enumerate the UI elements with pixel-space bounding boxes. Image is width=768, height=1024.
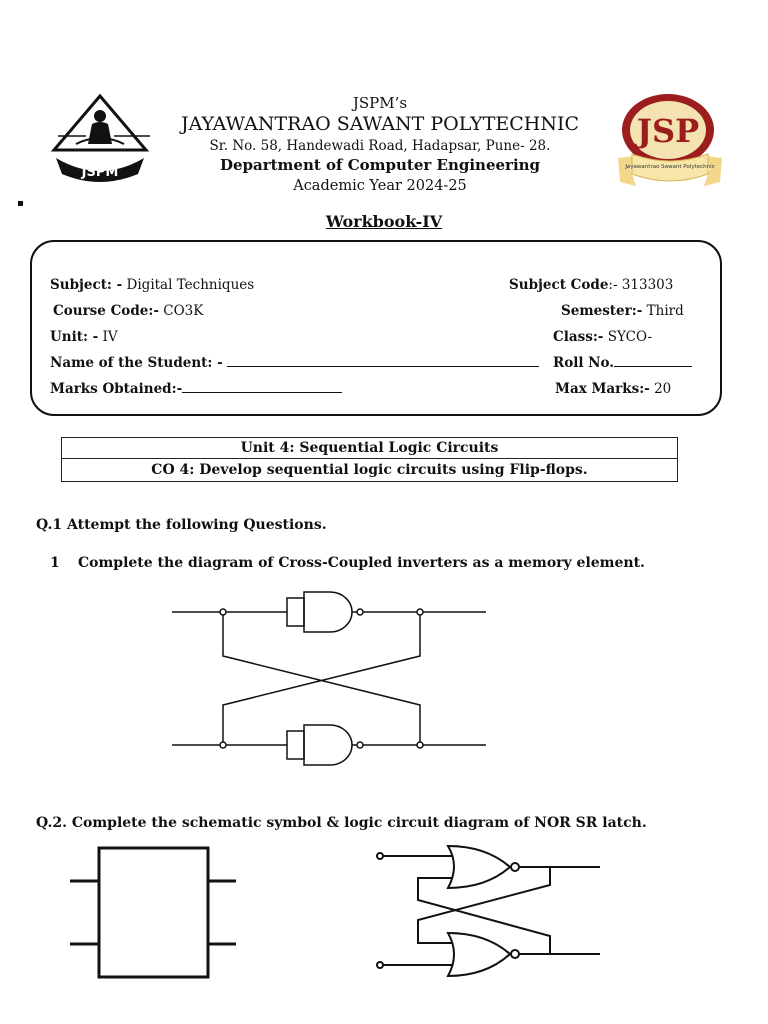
semester-label: Semester:-	[561, 303, 643, 319]
subject-label: Subject: -	[50, 277, 123, 293]
academic-year: Academic Year 2024-25	[293, 178, 467, 194]
sr-latch-diagrams	[0, 840, 768, 1024]
nor-bottom-gate	[448, 933, 510, 976]
top-gate-input-box	[287, 598, 304, 626]
nor-bottom-input-terminal	[377, 962, 383, 968]
node-top-left	[220, 609, 226, 615]
bottom-gate-input-box	[287, 731, 304, 759]
node-bottom-right	[417, 742, 423, 748]
unit-label: Unit: -	[50, 329, 99, 345]
jsp-logo-caption: Jayawantrao Sawant Polytechnic	[625, 164, 715, 170]
workbook-title: Workbook-IV	[325, 212, 443, 231]
cross-wire-a	[223, 615, 420, 742]
course-code-label: Course Code:-	[53, 303, 159, 319]
semester-field	[561, 303, 684, 319]
jspm-logo-text: JSPM	[81, 165, 119, 180]
top-gate-body	[304, 592, 352, 632]
q1-heading: Q.1 Attempt the following Questions.	[36, 517, 327, 533]
unit-title-row: Unit 4: Sequential Logic Circuits	[61, 437, 678, 459]
course-code-value: CO3K	[163, 303, 204, 319]
jsp-logo	[614, 90, 726, 194]
marks-obtained-label: Marks Obtained:-	[50, 381, 183, 397]
nor-top-gate	[448, 846, 510, 888]
node-top-right	[417, 609, 423, 615]
max-marks-field	[555, 381, 671, 397]
jspm-emblem	[46, 92, 154, 188]
subject-value: Digital Techniques	[126, 277, 255, 293]
co-title-row: CO 4: Develop sequential logic circuits using Flip-flops.	[61, 458, 678, 482]
subject-field	[50, 277, 254, 293]
jsp-logo-text: JSP	[636, 112, 700, 150]
cross-wire-b	[223, 615, 420, 742]
subject-code-value: :- 313303	[608, 277, 674, 293]
institute-name: JAYAWANTRAO SAWANT POLYTECHNIC	[180, 113, 580, 135]
jsp-emblem	[614, 90, 726, 194]
unit-field	[50, 329, 118, 345]
class-label: Class:-	[553, 329, 604, 345]
student-name-label: Name of the Student: -	[50, 355, 223, 371]
bullet-mark	[18, 201, 23, 206]
roll-no-field[interactable]	[553, 355, 692, 371]
max-marks-label: Max Marks:-	[555, 381, 650, 397]
unit-value: IV	[102, 329, 118, 345]
student-name-field[interactable]	[50, 355, 539, 371]
org-name: JSPM’s	[352, 94, 408, 112]
class-value: SYCO-	[607, 329, 653, 345]
department-name: Department of Computer Engineering	[219, 156, 541, 174]
semester-value: Third	[646, 303, 684, 319]
bottom-gate-output-bubble	[357, 742, 363, 748]
subject-code-label: Subject Code	[509, 277, 609, 293]
nor-bottom-bubble	[511, 950, 519, 958]
marks-obtained-blank[interactable]	[182, 382, 342, 393]
cross-coupled-inverters-diagram	[0, 580, 768, 780]
course-code-field	[53, 303, 203, 319]
q1-1-text: Complete the diagram of Cross-Coupled inverters as a memory element.	[78, 555, 645, 571]
class-field	[553, 329, 652, 345]
top-gate-output-bubble	[357, 609, 363, 615]
sr-latch-symbol-box	[99, 848, 208, 977]
bottom-gate-body	[304, 725, 352, 765]
nor-top-input-terminal	[377, 853, 383, 859]
marks-obtained-field[interactable]	[50, 381, 342, 397]
student-name-blank[interactable]	[227, 356, 539, 367]
institute-address: Sr. No. 58, Handewadi Road, Hadapsar, Pune- 28.	[209, 138, 551, 154]
subject-code-field	[509, 277, 673, 293]
nor-top-bubble	[511, 863, 519, 871]
q2-heading: Q.2. Complete the schematic symbol & logic circuit diagram of NOR SR latch.	[36, 815, 647, 831]
jspm-logo	[46, 92, 154, 188]
node-bottom-left	[220, 742, 226, 748]
roll-no-label: Roll No.	[553, 355, 614, 371]
q1-1-number: 1	[50, 555, 60, 571]
roll-no-blank[interactable]	[614, 356, 692, 367]
max-marks-value: 20	[654, 381, 672, 397]
